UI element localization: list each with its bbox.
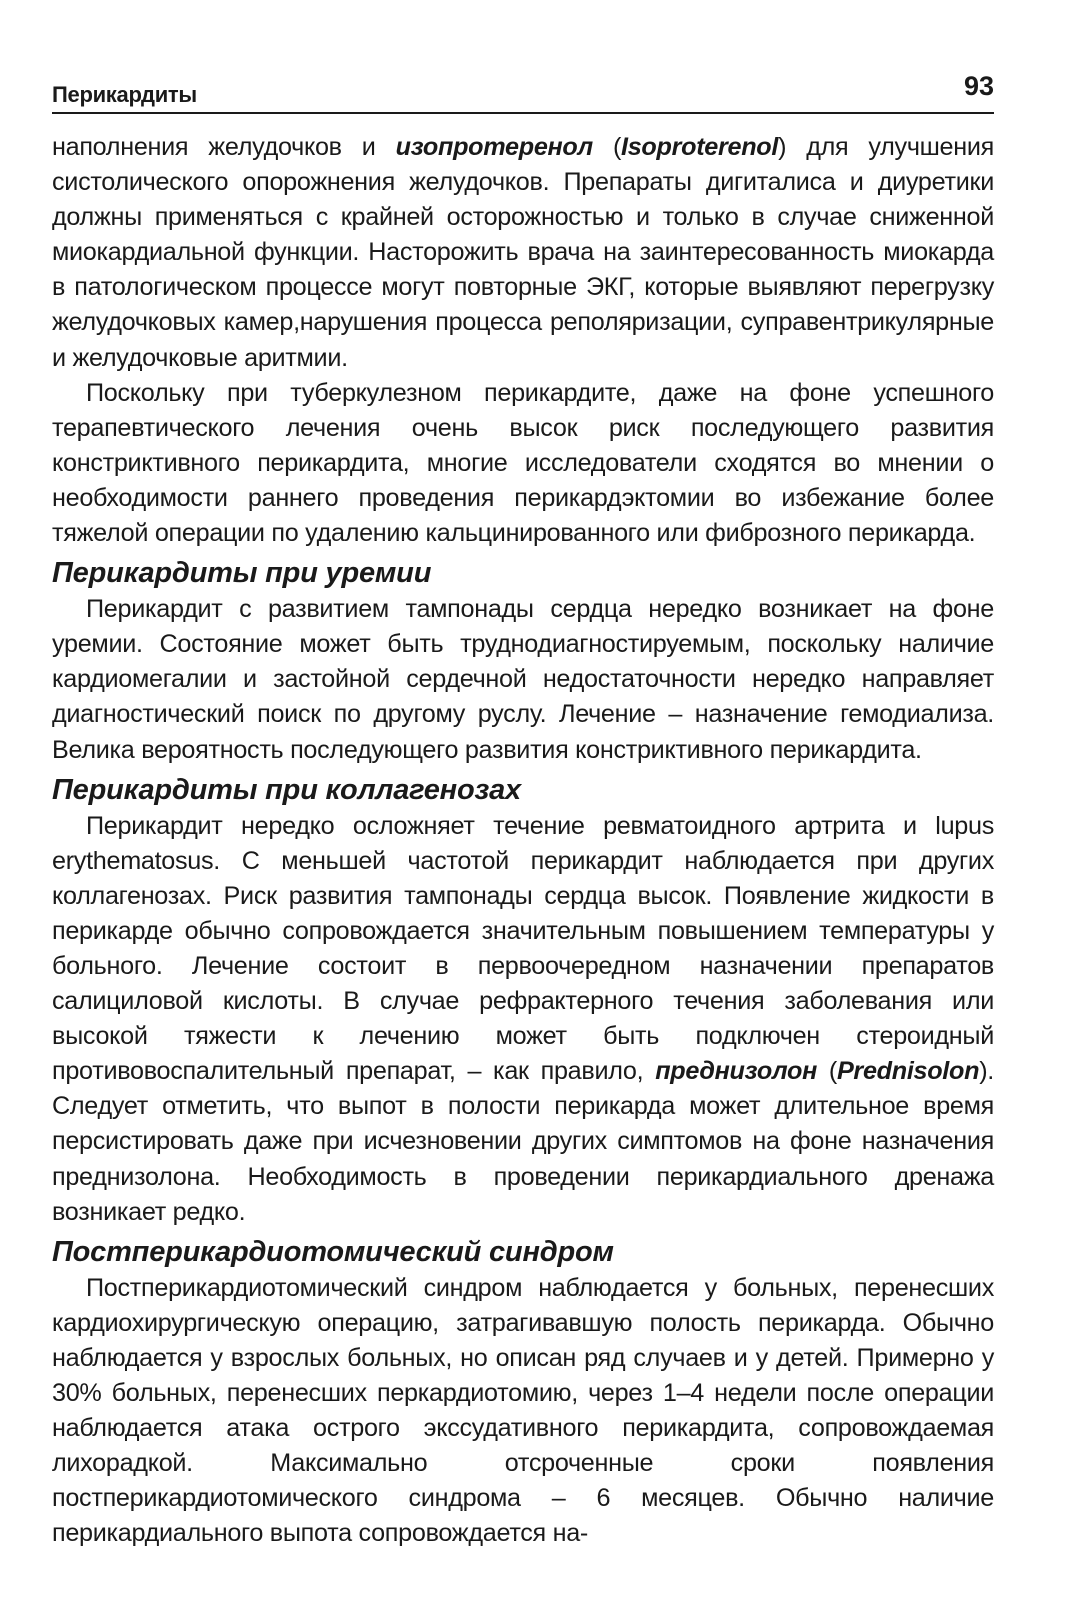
- section-heading-uremia: Перикардиты при уремии: [52, 557, 432, 590]
- section-heading-collagenoses: Перикардиты при коллагенозах: [52, 773, 521, 806]
- paragraph-collagenoses-text-c: ). Следует отметить, что выпот в полости перикарда может длительное время персистировать даже при исчезновении других симптомов на фоне назначения преднизолона. Необходимость в проведении перикардиального дренажа возникает редко.: [52, 1057, 994, 1226]
- section-heading-postpericardiotomy: Постперикардиотомический синдром: [52, 1235, 614, 1268]
- paragraph-postpericardiotomy: Постперикардиотомический синдром наблюдается у больных, перенесших кардиохирургическую операцию, затрагивавшую полость перикарда. Обычно наблюдается у взрослых больных, но описан ряд случаев и у детей. Примерно у 30% больных, перенесших перкардиотомию, через 1–4 недели после операции наблюдается атака острого экссудативного перикардита, сопровождаемая лихорадкой. Максимально отсроченные сроки появления постперикардиотомического синдрома – 6 месяцев. Обычно наличие перикардиального выпота сопровождается на-: [52, 1273, 994, 1548]
- page-number: 93: [963, 71, 994, 101]
- running-title: Перикардиты: [52, 82, 197, 107]
- drug-term-prednisolone-lat: Prednisolon: [836, 1057, 980, 1086]
- drug-term-isoproterenol-lat: Isoproterenol: [621, 133, 779, 161]
- drug-term-prednisolone-ru: преднизолон: [655, 1057, 817, 1086]
- paragraph-1-text-b: (: [592, 133, 622, 161]
- drug-term-isoproterenol-ru: изопротеренол: [395, 133, 593, 161]
- paragraph-1-text-c: ) для улучшения систолического опорожнения желудочков. Препараты дигиталиса и диуретики должны применяться с крайней осторожностью и только в случае сниженной миокардиальной функции. Насторожить врача на заинтересованность миокарда в патологическом процессе могут повторные ЭКГ, которые выявляют перегрузку желудочковых камер,нарушения процесса реполяризации, суправентрикулярные и желудочковые аритмии.: [52, 133, 994, 372]
- paragraph-collagenoses: [52, 809, 994, 1230]
- paragraph-2: Поскольку при туберкулезном перикардите, даже на фоне успешного терапевтического лечения очень высок риск последующего развития констриктивного перикардита, многие исследователи сходятся во мнении о необходимости раннего проведения перикардэктомии во избежание более тяжелой операции по удалению кальцинированного или фиброзного перикарда.: [52, 378, 994, 548]
- paragraph-collagenoses-text-b: (: [816, 1057, 837, 1086]
- page-body: [52, 130, 994, 1551]
- running-header: [52, 72, 994, 114]
- paragraph-uremia: Перикардит с развитием тампонады сердца нередко возникает на фоне уремии. Состояние может быть труднодиагностируемым, поскольку наличие кардиомегалии и застойной сердечной недостаточности нередко направляет диагностический поиск по другому руслу. Лечение – назначение гемодиализа. Велика вероятность последующего развития констриктивного перикардита.: [52, 595, 994, 764]
- paragraph-collagenoses-text-a: Перикардит нередко осложняет течение ревматоидного артрита и lupus erythematosus. С меньшей частотой перикардит наблюдается при других коллагенозах. Риск развития тампонады сердца высок. Появление жидкости в перикарде обычно сопровождается значительным повышением температуры у больного. Лечение состоит в первоочередном назначении препаратов салициловой кислоты. В случае рефрактерного течения заболевания или высокой тяжести к лечению может быть подключен стероидный противовоспалительный препарат, – как правило,: [52, 811, 994, 1086]
- paragraph-1-text-a: наполнения желудочков и: [52, 133, 396, 161]
- paragraph-1: [52, 130, 994, 376]
